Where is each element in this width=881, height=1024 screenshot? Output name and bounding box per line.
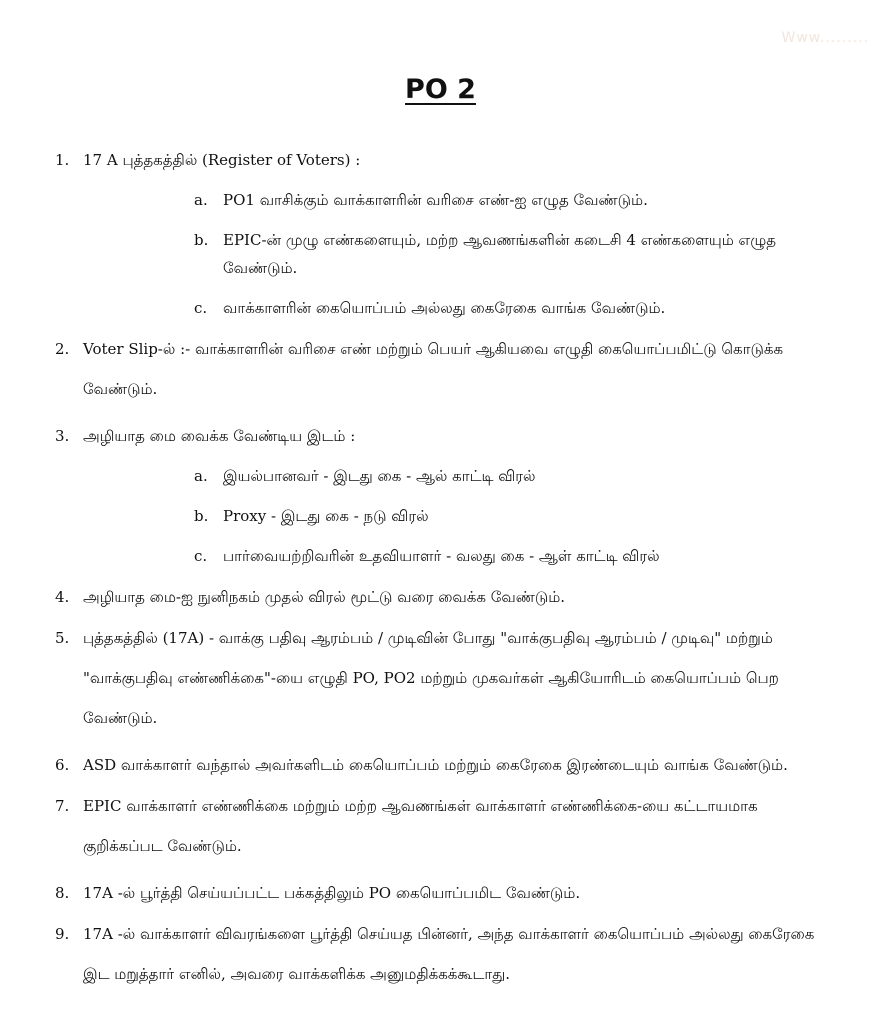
sub-item-text: இயல்பானவர் - இடது கை - ஆல் காட்டி விரல் — [223, 467, 536, 485]
sub-item-letter: c. — [194, 299, 208, 317]
instruction-list — [0, 146, 881, 1007]
item-number: 9. — [55, 925, 70, 943]
item-text: 17 A புத்தகத்தில் (Register of Voters) : — [83, 151, 361, 169]
sub-item-letter: a. — [194, 467, 208, 485]
sub-item-letter: b. — [194, 507, 209, 525]
item-text: Voter Slip-ல் :- வாக்காளரின் வரிசை எண் மற்றும் பெயர் ஆகியவை எழுதி கையொப்பமிட்டு கொடுக்க வேண்டும். — [83, 340, 784, 398]
item-text: 17A -ல் பூர்த்தி செய்யப்பட்ட பக்கத்திலும் PO கையொப்பமிட வேண்டும். — [83, 884, 581, 902]
item-number: 7. — [55, 797, 70, 815]
sub-item-text: பார்வையற்றிவரின் உதவியாளர் - வலது கை - ஆள் காட்டி விரல் — [223, 547, 660, 565]
list-item-9 — [0, 914, 881, 994]
item-text: அழியாத மை வைக்க வேண்டிய இடம் : — [83, 427, 356, 445]
item-text: ASD வாக்காளர் வந்தால் அவர்களிடம் கையொப்பம் மற்றும் கைரேகை இரண்டையும் வாங்க வேண்டும். — [83, 756, 788, 774]
list-item-2 — [0, 329, 881, 409]
sub-item-text: Proxy - இடது கை - நடு விரல் — [223, 507, 429, 525]
watermark-text: Www......... — [781, 30, 869, 46]
item-text: EPIC வாக்காளர் எண்ணிக்கை மற்றும் மற்ற ஆவணங்கள் வாக்காளர் எண்ணிக்கை-யை கட்டாயமாக குறிக்கப்பட வேண்டும். — [83, 797, 758, 855]
sub-item-3a — [83, 462, 831, 490]
list-item-5 — [0, 618, 881, 738]
sub-item-text: PO1 வாசிக்கும் வாக்காளரின் வரிசை எண்-ஐ எழுத வேண்டும். — [223, 191, 648, 209]
item-text: அழியாத மை-ஐ நுனிநகம் முதல் விரல் மூட்டு வரை வைக்க வேண்டும். — [83, 588, 566, 606]
list-item-1 — [0, 146, 881, 322]
sub-item-text: EPIC-ன் முழு எண்களையும், மற்ற ஆவணங்களின் கடைசி 4 எண்களையும் எழுத வேண்டும். — [223, 231, 777, 277]
item-text: புத்தகத்தில் (17A) - வாக்கு பதிவு ஆரம்பம் / முடிவின் போது "வாக்குபதிவு ஆரம்பம் / முடிவு" மற்றும் "வாக்குபதிவு எண்ணிக்கை"-யை எழுதி PO, PO2 மற்றும் முகவர்கள் ஆகியோரிடம் கையொப்பம் பெற வேண்டும். — [83, 629, 779, 727]
item-number: 8. — [55, 884, 70, 902]
sub-item-letter: a. — [194, 191, 208, 209]
item-number: 6. — [55, 756, 70, 774]
item-number: 5. — [55, 629, 70, 647]
list-item-3 — [0, 422, 881, 570]
sub-item-3b — [83, 502, 831, 530]
sub-item-letter: b. — [194, 231, 209, 249]
item-number: 1. — [55, 151, 70, 169]
page-title: PO 2 — [405, 74, 476, 105]
item-text: 17A -ல் வாக்காளர் விவரங்களை பூர்த்தி செய்யத பின்னர், அந்த வாக்காளர் கையொப்பம் அல்லது கைரேகை இட மறுத்தார் எனில், அவரை வாக்களிக்க அனுமதிக்கக்கூடாது. — [83, 925, 815, 983]
sub-item-letter: c. — [194, 547, 208, 565]
sub-item-1c — [83, 294, 831, 322]
sub-item-1b — [83, 226, 831, 282]
list-item-8 — [0, 879, 881, 907]
sub-item-3c — [83, 542, 831, 570]
sub-item-text: வாக்காளரின் கையொப்பம் அல்லது கைரேகை வாங்க வேண்டும். — [223, 299, 666, 317]
list-item-7 — [0, 786, 881, 866]
list-item-4 — [0, 583, 881, 611]
item-number: 2. — [55, 340, 70, 358]
item-number: 4. — [55, 588, 70, 606]
item-number: 3. — [55, 427, 70, 445]
list-item-6 — [0, 751, 881, 779]
sub-item-1a — [83, 186, 831, 214]
